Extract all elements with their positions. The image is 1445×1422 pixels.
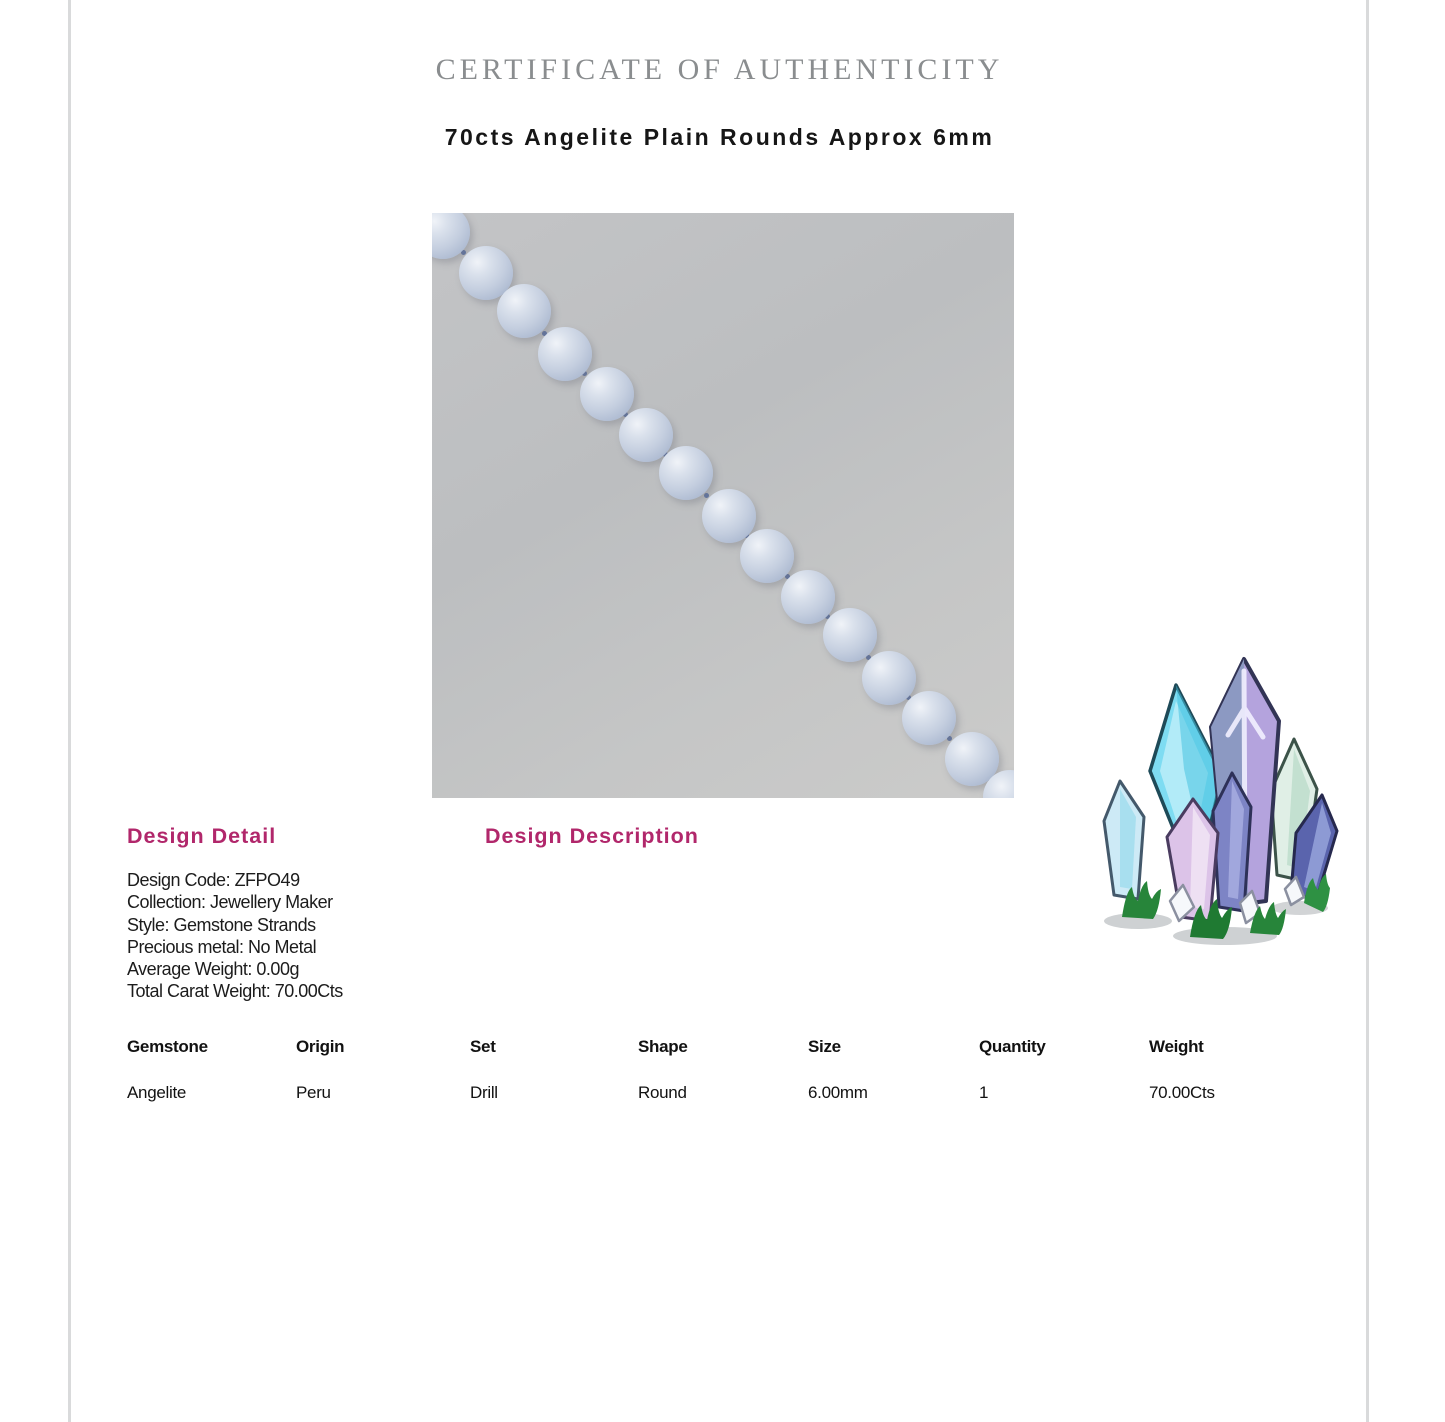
product-title: 70cts Angelite Plain Rounds Approx 6mm — [444, 124, 995, 150]
detail-line: Style: Gemstone Strands — [127, 914, 316, 935]
angelite-bead — [619, 408, 673, 462]
table-cell: Drill — [470, 1083, 498, 1102]
table-cell: Round — [638, 1083, 687, 1102]
design-detail-heading: Design Detail — [127, 824, 277, 848]
gemstone-table-header-row — [127, 1037, 1367, 1057]
detail-line: Total Carat Weight: 70.00Cts — [127, 981, 343, 1002]
detail-line: Collection: Jewellery Maker — [127, 892, 333, 913]
crystal-cluster-icon — [1082, 649, 1344, 947]
angelite-bead — [862, 651, 916, 705]
column-header: Shape — [638, 1037, 688, 1056]
angelite-bead — [740, 529, 794, 583]
certificate-title: CERTIFICATE OF AUTHENTICITY — [435, 53, 1004, 86]
product-photo — [432, 213, 1014, 798]
detail-line: Average Weight: 0.00g — [127, 959, 299, 980]
table-cell: 6.00mm — [808, 1083, 868, 1102]
angelite-bead — [580, 367, 634, 421]
angelite-bead — [659, 446, 713, 500]
gemstone-table-data-row — [127, 1083, 1367, 1103]
column-header: Weight — [1149, 1037, 1204, 1056]
column-header: Size — [808, 1037, 841, 1056]
column-header: Set — [470, 1037, 496, 1056]
angelite-bead — [902, 691, 956, 745]
page-left-border — [68, 0, 71, 1422]
design-description-heading: Design Description — [485, 824, 699, 848]
angelite-bead — [781, 570, 835, 624]
angelite-bead — [702, 489, 756, 543]
table-cell: Peru — [296, 1083, 331, 1102]
table-cell: Angelite — [127, 1083, 187, 1102]
table-cell: 70.00Cts — [1149, 1083, 1215, 1102]
angelite-bead — [538, 327, 592, 381]
column-header: Origin — [296, 1037, 345, 1056]
column-header: Quantity — [979, 1037, 1046, 1056]
gemstone-spec-table — [127, 1037, 1367, 1103]
angelite-bead — [497, 284, 551, 338]
detail-line: Precious metal: No Metal — [127, 936, 317, 957]
table-cell: 1 — [979, 1083, 989, 1102]
page-right-border — [1366, 0, 1369, 1422]
column-header: Gemstone — [127, 1037, 208, 1056]
angelite-bead — [823, 608, 877, 662]
design-detail-lines — [127, 869, 343, 1003]
detail-line: Design Code: ZFPO49 — [127, 870, 300, 890]
